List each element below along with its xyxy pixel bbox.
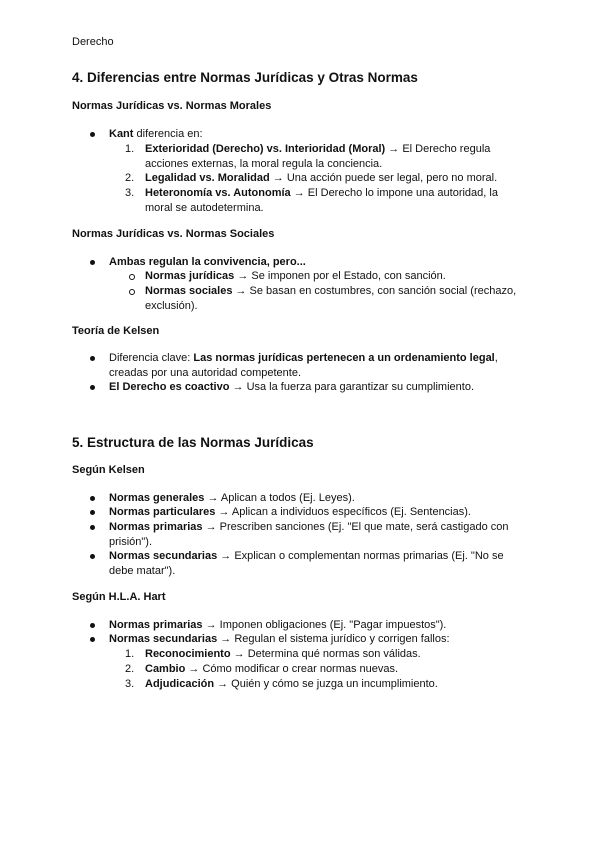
subheading-sociales: Normas Jurídicas vs. Normas Sociales (72, 228, 275, 240)
list-item-hart-primarias: Normas primarias → Imponen obligaciones (Ej. "Pagar impuestos"). (109, 619, 447, 631)
list-item-coactivo: El Derecho es coactivo → Usa la fuerza para garantizar su cumplimiento. (109, 381, 475, 393)
list-item-normas-primarias: Normas primarias → Prescriben sanciones (Ej. "El que mate, será castigado con prisión"). (109, 521, 509, 548)
bullet-disc (90, 632, 95, 647)
list-item-exterioridad: Exterioridad (Derecho) vs. Interioridad (Moral) → El Derecho regula acciones externas, la moral regula la conciencia. (145, 143, 491, 170)
list-item-normas-juridicas: Normas jurídicas → Se imponen por el Estado, con sanción. (145, 270, 446, 282)
bullet-circle (129, 269, 135, 285)
list-number: 3. (125, 187, 135, 199)
section-4-title: 4. Diferencias entre Normas Jurídicas y Otras Normas (72, 70, 418, 85)
list-item-normas-sociales: Normas sociales → Se basan en costumbres, con sanción social (rechazo, exclusión). (145, 285, 517, 312)
bullet-disc (90, 127, 95, 142)
list-item-kant: Kant diferencia en: (109, 128, 203, 140)
list-item-diferencia-clave: Diferencia clave: Las normas jurídicas pertenecen a un ordenamiento legal, creadas por una autoridad competente. (109, 352, 498, 379)
list-item-normas-particulares: Normas particulares → Aplican a individuos específicos (Ej. Sentencias). (109, 506, 471, 518)
section-5-title: 5. Estructura de las Normas Jurídicas (72, 435, 314, 450)
subheading-segun-kelsen: Según Kelsen (72, 464, 145, 476)
bullet-disc (90, 491, 95, 506)
list-item-legalidad: Legalidad vs. Moralidad → Una acción puede ser legal, pero no moral. (145, 172, 498, 184)
running-header: Derecho (72, 36, 114, 48)
list-item-cambio: Cambio → Cómo modificar o crear normas nuevas. (145, 663, 399, 675)
bullet-circle (129, 284, 135, 300)
list-number: 2. (125, 172, 135, 184)
list-item-adjudicacion: Adjudicación → Quién y cómo se juzga un incumplimiento. (145, 678, 438, 690)
list-number: 1. (125, 648, 135, 660)
list-number: 2. (125, 663, 135, 675)
list-number: 1. (125, 143, 135, 155)
subheading-morales: Normas Jurídicas vs. Normas Morales (72, 100, 272, 112)
bullet-disc (90, 505, 95, 520)
list-item-ambas: Ambas regulan la convivencia, pero... (109, 256, 306, 268)
bullet-disc (90, 618, 95, 633)
subheading-kelsen: Teoría de Kelsen (72, 325, 160, 337)
list-item-reconocimiento: Reconocimiento → Determina qué normas son válidas. (145, 648, 421, 660)
list-item-heteronomia: Heteronomía vs. Autonomía → El Derecho lo impone una autoridad, la moral se autodetermina. (145, 187, 498, 214)
list-item-normas-generales: Normas generales → Aplican a todos (Ej. Leyes). (109, 492, 355, 504)
bullet-disc (90, 549, 95, 564)
bullet-disc (90, 255, 95, 270)
subheading-segun-hart: Según H.L.A. Hart (72, 591, 166, 603)
bullet-disc (90, 380, 95, 395)
bullet-disc (90, 520, 95, 535)
bullet-disc (90, 351, 95, 366)
list-item-normas-secundarias: Normas secundarias → Explican o complementan normas primarias (Ej. "No se debe matar"). (109, 550, 504, 577)
list-item-hart-secundarias: Normas secundarias → Regulan el sistema jurídico y corrigen fallos: (109, 633, 450, 645)
list-number: 3. (125, 678, 135, 690)
